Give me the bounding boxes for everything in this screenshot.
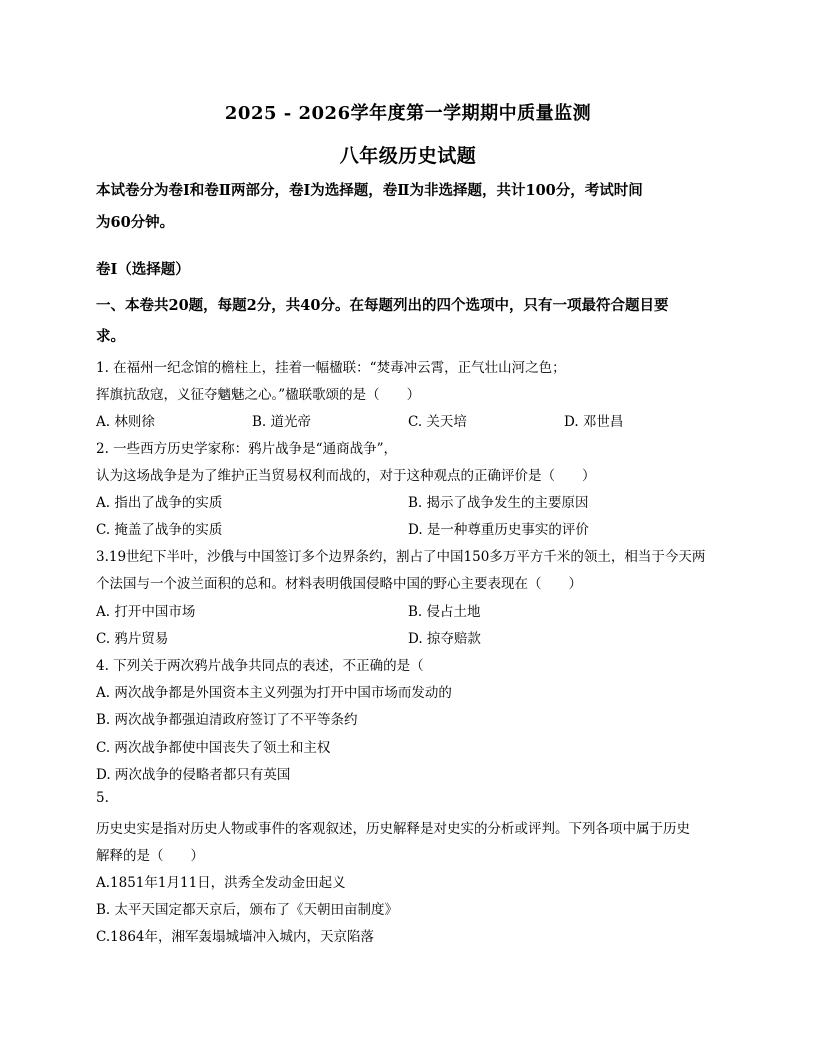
question-3-stem-line-2: 个法国与一个波兰面积的总和。材料表明俄国侵略中国的野心主要表现在（ ） [96, 576, 582, 592]
question-1-option-d: D. 邓世昌 [564, 414, 624, 430]
question-2-option-a: A. 指出了战争的实质 [96, 495, 223, 511]
question-5-option-b: B. 太平天国定都天京后，颁布了《天朝田亩制度》 [96, 902, 399, 918]
question-1-stem-line-1: 1. 在福州一纪念馆的檐柱上，挂着一幅楹联：“焚毒冲云霄，正气壮山河之色； [96, 360, 566, 376]
question-2-option-d: D. 是一种尊重历史事实的评价 [408, 522, 589, 538]
question-2-option-c: C. 掩盖了战争的实质 [96, 522, 223, 538]
question-2-stem-line-1: 2. 一些西方历史学家称：鸦片战争是“通商战争”， [96, 441, 397, 457]
question-4-option-b: B. 两次战争都强迫清政府签订了不平等条约 [96, 712, 358, 728]
intro-line-1: 本试卷分为卷Ⅰ和卷Ⅱ两部分，卷Ⅰ为选择题，卷Ⅱ为非选择题，共计100分，考试时间 [96, 182, 643, 199]
question-1-stem-line-2: 挥旗抗敌寇，义征夺魑魅之心。”楹联歌颂的是（ ） [96, 387, 421, 403]
question-1-option-b: B. 道光帝 [252, 414, 312, 430]
question-5-option-c: C.1864年，湘军轰塌城墙冲入城内，天京陷落 [96, 929, 374, 945]
intro-line-2: 为60分钟。 [96, 214, 175, 231]
question-3-stem-line-1: 3.19世纪下半叶，沙俄与中国签订多个边界条约，割占了中国150多万平方千米的领土，相当于今天两 [96, 549, 706, 565]
question-2-stem-line-2: 认为这场战争是为了维护正当贸易权利而战的，对于这种观点的正确评价是（ ） [96, 468, 596, 484]
question-3-option-a: A. 打开中国市场 [96, 604, 196, 620]
question-5-number: 5. [96, 790, 109, 806]
question-4-option-d: D. 两次战争的侵略者都只有英国 [96, 767, 291, 783]
question-5-stem-line-1: 历史史实是指对历史人物或事件的客观叙述，历史解释是对史实的分析或评判。下列各项中属于历史 [96, 821, 690, 837]
question-3-option-d: D. 掠夺赔款 [408, 631, 481, 647]
section-heading: 卷Ⅰ（选择题） [96, 261, 190, 278]
question-5-option-a: A.1851年1月11日，洪秀全发动金田起义 [96, 875, 346, 891]
question-2-option-b: B. 揭示了战争发生的主要原因 [408, 495, 589, 511]
question-4-option-a: A. 两次战争都是外国资本主义列强为打开中国市场而发动的 [96, 685, 452, 701]
question-3-option-c: C. 鸦片贸易 [96, 631, 169, 647]
question-1-option-c: C. 关天培 [408, 414, 467, 430]
question-4-option-c: C. 两次战争都使中国丧失了领土和主权 [96, 740, 331, 756]
question-1-option-a: A. 林则徐 [96, 414, 155, 430]
question-5-stem-line-2: 解释的是（ ） [96, 848, 204, 864]
question-4-stem-line-1: 4. 下列关于两次鸦片战争共同点的表述，不正确的是（ [96, 658, 424, 674]
question-3-option-b: B. 侵占土地 [408, 604, 481, 620]
section-instruction-line-2: 求。 [96, 328, 125, 345]
section-instruction-line-1: 一、本卷共20题，每题2分，共40分。在每题列出的四个选项中，只有一项最符合题目要 [96, 297, 669, 314]
exam-subtitle: 八年级历史试题 [339, 145, 477, 167]
exam-title: 2025 - 2026学年度第一学期期中质量监测 [224, 103, 592, 124]
